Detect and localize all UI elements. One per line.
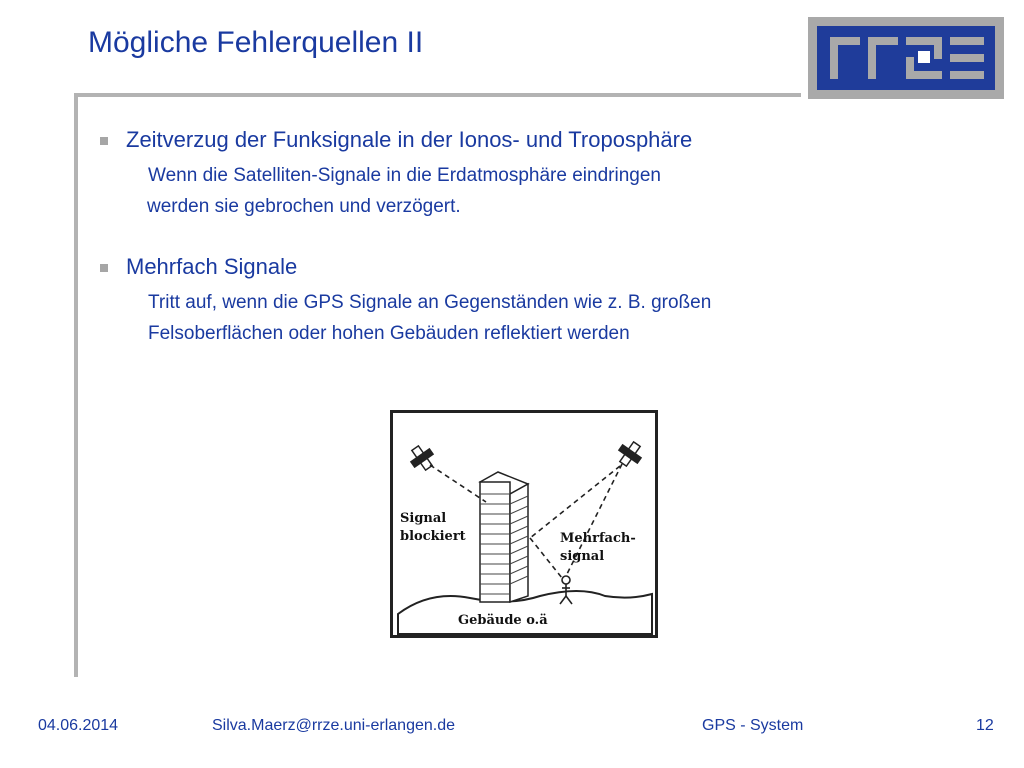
bullet-1-text: Zeitverzug der Funksignale in der Ionos- und Troposphäre [126, 127, 693, 152]
rrze-logo [808, 17, 1004, 99]
multipath-figure [390, 410, 658, 638]
left-divider [74, 93, 78, 677]
label-signal-2: signal [560, 549, 605, 564]
top-divider [74, 93, 801, 97]
footer-date: 04.06.2014 [38, 717, 119, 734]
bullet-1-detail-line-1: Wenn die Satelliten-Signale in die Erdatmosphäre eindringen [148, 165, 661, 186]
bullet-2-detail-line-1: Tritt auf, wenn die GPS Signale an Gegenständen wie z. B. großen [148, 292, 712, 313]
bullet-2-detail-line-2: Felsoberflächen oder hohen Gebäuden reflektiert werden [148, 323, 630, 344]
bullet-2-text: Mehrfach Signale [126, 254, 298, 279]
slide-title: Mögliche Fehlerquellen II [88, 26, 424, 59]
building-graphic [480, 472, 528, 602]
bullet-2-detail [148, 287, 948, 349]
label-signal: Signal [400, 511, 447, 526]
footer-page-number: 12 [976, 717, 994, 734]
footer-topic: GPS - System [702, 717, 804, 734]
footer-email: Silva.Maerz@rrze.uni-erlangen.de [212, 717, 456, 734]
bullet-1-detail-line-2: werden sie gebrochen und verzögert. [147, 196, 461, 217]
label-building: Gebäude o.ä [458, 613, 548, 628]
bullet-1-detail [148, 160, 948, 222]
bullet-marker [100, 137, 108, 145]
label-blocked: blockiert [400, 529, 466, 544]
bullet-marker [100, 264, 108, 272]
label-multipath: Mehrfach- [560, 531, 636, 546]
